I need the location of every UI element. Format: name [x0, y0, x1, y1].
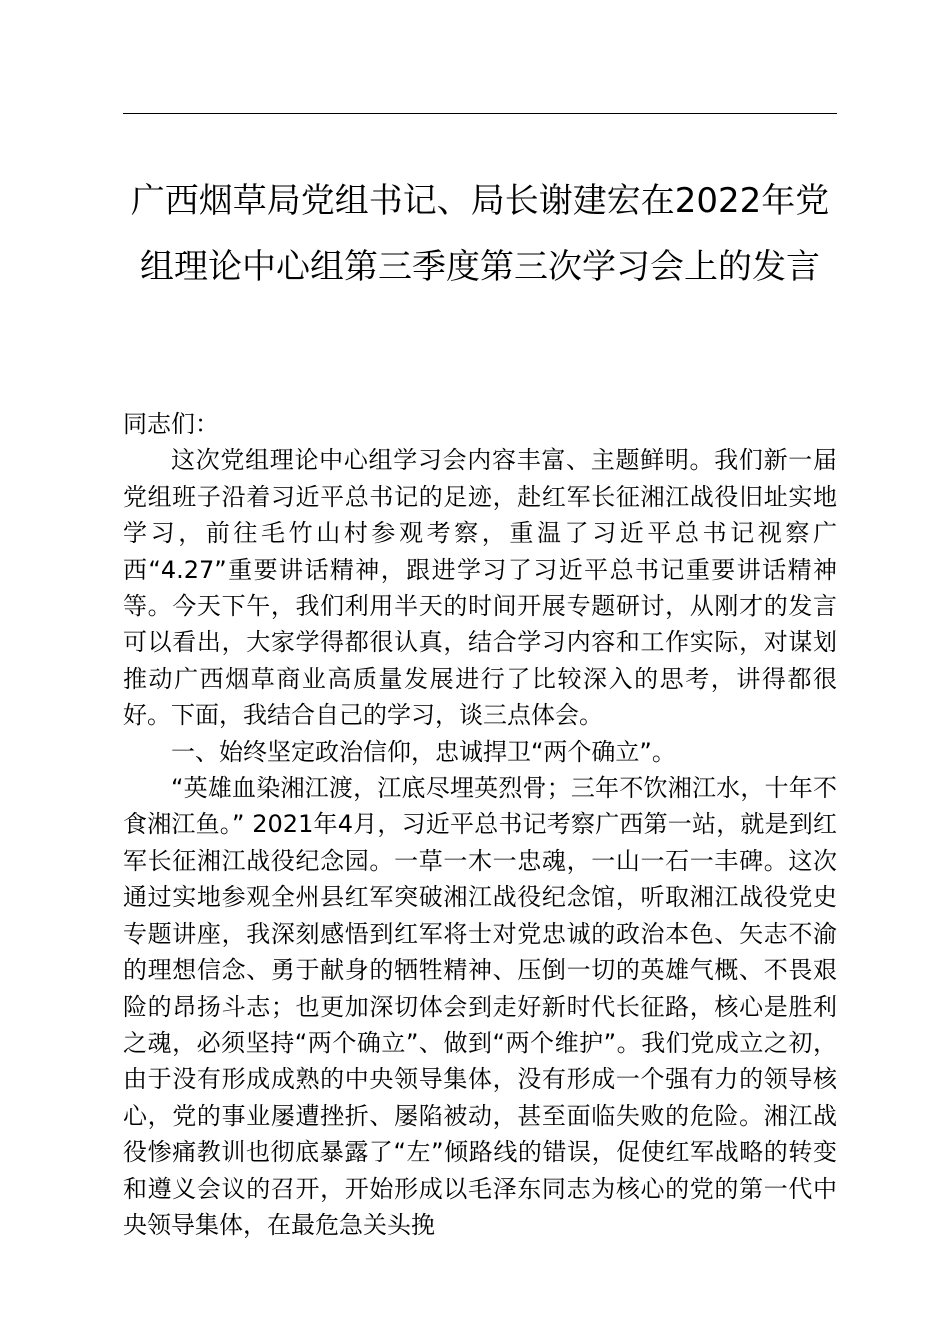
- document-title: 广西烟草局党组书记、局长谢建宏在2022年党组理论中心组第三季度第三次学习会上的发言: [130, 181, 830, 287]
- document-body: [123, 406, 837, 1243]
- paragraph-section-1: “英雄血染湘江渡，江底尽埋英烈骨；三年不饮湘江水，十年不食湘江鱼。” 2021年4月，习近平总书记考察广西第一站，就是到红军长征湘江战役纪念园。一草一木一忠魂，一山一石一丰碑。这次通过实地参观全州县红军突破湘江战役纪念馆，听取湘江战役党史专题讲座，我深刻感悟到红军将士对党忠诚的政治本色、矢志不渝的理想信念、勇于献身的牺牲精神、压倒一切的英雄气概、不畏艰险的昂扬斗志；也更加深切体会到走好新时代长征路，核心是胜利之魂，必须坚持“两个确立”、做到“两个维护”。我们党成立之初，由于没有形成成熟的中央领导集体，没有形成一个强有力的领导核心，党的事业屡遭挫折、屡陷被动，甚至面临失败的危险。湘江战役惨痛教训也彻底暴露了“左”倾路线的错误，促使红军战略的转变和遵义会议的召开，开始形成以毛泽东同志为核心的党的第一代中央领导集体，在最危急关头挽: [123, 774, 837, 1239]
- salutation: 同志们：: [123, 410, 219, 438]
- header-rule: [123, 113, 837, 114]
- section-heading-1: 一、始终坚定政治信仰，忠诚捍卫“两个确立”。: [171, 737, 676, 766]
- paragraph-intro: 这次党组理论中心组学习会内容丰富、主题鲜明。我们新一届党组班子沿着习近平总书记的足迹，赴红军长征湘江战役旧址实地学习，前往毛竹山村参观考察，重温了习近平总书记视察广西“4.27”重要讲话精神，跟进学习了习近平总书记重要讲话精神等。今天下午，我们利用半天的时间开展专题研讨，从刚才的发言可以看出，大家学得都很认真，结合学习内容和工作实际，对谋划推动广西烟草商业高质量发展进行了比较深入的思考，讲得都很好。下面，我结合自己的学习，谈三点体会。: [123, 446, 837, 730]
